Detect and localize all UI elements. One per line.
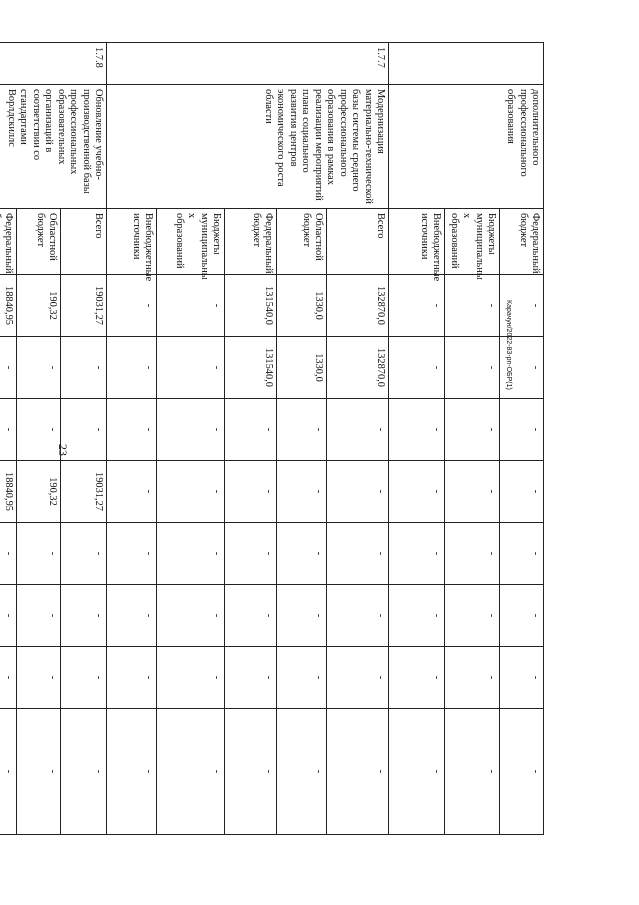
value-cell: - (389, 647, 445, 709)
funding-source: Бюджеты муниципальны х образований (157, 209, 225, 275)
value-cell: 1330,0 (277, 337, 327, 399)
value-cell: - (61, 337, 107, 399)
value-cell: - (157, 647, 225, 709)
value-cell: - (157, 337, 225, 399)
value-cell: - (61, 523, 107, 585)
value-cell: - (225, 461, 277, 523)
value-cell: - (445, 709, 500, 835)
value-cell: - (500, 585, 544, 647)
value-cell: - (445, 337, 500, 399)
value-cell: 1330,0 (277, 275, 327, 337)
value-cell: - (389, 275, 445, 337)
value-cell: - (445, 585, 500, 647)
value-cell: - (500, 709, 544, 835)
value-cell: 19031,27 (61, 461, 107, 523)
value-cell: - (445, 523, 500, 585)
value-cell: - (277, 523, 327, 585)
value-cell: - (277, 461, 327, 523)
table-row (500, 43, 544, 835)
value-cell: - (0, 523, 17, 585)
value-cell: - (225, 585, 277, 647)
funding-source: Областной бюджет (17, 209, 61, 275)
value-cell: - (277, 585, 327, 647)
value-cell: 18840,95 (0, 461, 17, 523)
value-cell: - (225, 709, 277, 835)
value-cell: 190,32 (17, 275, 61, 337)
value-cell: - (157, 399, 225, 461)
value-cell: - (107, 523, 157, 585)
value-cell: - (107, 585, 157, 647)
value-cell: - (17, 585, 61, 647)
row-code (389, 43, 544, 85)
value-cell: 131540,0 (225, 275, 277, 337)
value-cell: - (327, 585, 389, 647)
value-cell: - (107, 709, 157, 835)
value-cell: - (107, 647, 157, 709)
row-name: дополнительного профессионального образования (389, 85, 544, 209)
table-row (327, 43, 389, 835)
row-code: 1.7.8 (0, 43, 107, 85)
value-cell: 19031,27 (61, 275, 107, 337)
value-cell: - (389, 709, 445, 835)
value-cell: - (157, 275, 225, 337)
value-cell: 132870,0 (327, 337, 389, 399)
value-cell: - (500, 647, 544, 709)
funding-source: Бюджеты муниципальны х образований (445, 209, 500, 275)
value-cell: - (445, 399, 500, 461)
row-name: Модернизация материально-технической базы системы среднего профессионального образования в рамках реализации мероприятий плана социального развития центров экономического роста области (107, 85, 389, 209)
value-cell: - (0, 647, 17, 709)
value-cell: - (107, 461, 157, 523)
funding-source: Федеральный бюджет (225, 209, 277, 275)
funding-source: Внебюджетные источники (389, 209, 445, 275)
value-cell: - (445, 275, 500, 337)
value-cell: - (0, 709, 17, 835)
value-cell: - (277, 399, 327, 461)
value-cell: - (389, 337, 445, 399)
value-cell: - (277, 647, 327, 709)
value-cell: - (389, 585, 445, 647)
value-cell: - (61, 709, 107, 835)
value-cell: - (157, 585, 225, 647)
value-cell: - (157, 523, 225, 585)
value-cell: - (61, 585, 107, 647)
funding-source: Всего (327, 209, 389, 275)
value-cell: - (17, 399, 61, 461)
value-cell: - (277, 709, 327, 835)
row-code: 1.7.7 (107, 43, 389, 85)
value-cell: - (389, 399, 445, 461)
budget-table (0, 42, 544, 835)
value-cell: - (389, 461, 445, 523)
value-cell: - (107, 399, 157, 461)
value-cell: - (500, 337, 544, 399)
funding-source: Всего (61, 209, 107, 275)
row-name: Обновление учебно-производственной базы профессиональных образовательных организаций в соответствии со стандартами Ворлдскиллс (0, 85, 107, 209)
funding-source: Федеральный бюджет (500, 209, 544, 275)
value-cell: 131540,0 (225, 337, 277, 399)
value-cell: - (0, 337, 17, 399)
page-number: 23 (56, 444, 70, 456)
value-cell: - (500, 461, 544, 523)
value-cell: - (500, 399, 544, 461)
value-cell: - (157, 461, 225, 523)
funding-source: Федеральный (0, 209, 17, 275)
funding-source: Внебюджетные источники (107, 209, 157, 275)
funding-source: Областной бюджет (277, 209, 327, 275)
value-cell: - (327, 523, 389, 585)
value-cell: - (327, 399, 389, 461)
value-cell: 18840,95 (0, 275, 17, 337)
value-cell: - (225, 399, 277, 461)
value-cell: - (17, 709, 61, 835)
value-cell: - (157, 709, 225, 835)
value-cell: - (445, 647, 500, 709)
value-cell: - (327, 461, 389, 523)
value-cell: - (17, 337, 61, 399)
value-cell: - (500, 275, 544, 337)
value-cell: - (61, 399, 107, 461)
document-code: Карачун/2022-83-рп-ОБР(1) (505, 300, 512, 390)
value-cell: 132870,0 (327, 275, 389, 337)
value-cell: - (107, 275, 157, 337)
table-row (61, 43, 107, 835)
value-cell: - (500, 523, 544, 585)
value-cell: - (327, 709, 389, 835)
value-cell: - (225, 647, 277, 709)
value-cell: - (225, 523, 277, 585)
value-cell: - (107, 337, 157, 399)
value-cell: - (0, 585, 17, 647)
value-cell: - (445, 461, 500, 523)
value-cell: - (0, 399, 17, 461)
value-cell: - (17, 647, 61, 709)
value-cell: - (17, 523, 61, 585)
value-cell: - (389, 523, 445, 585)
value-cell: - (327, 647, 389, 709)
value-cell: - (61, 647, 107, 709)
value-cell: 190,32 (17, 461, 61, 523)
